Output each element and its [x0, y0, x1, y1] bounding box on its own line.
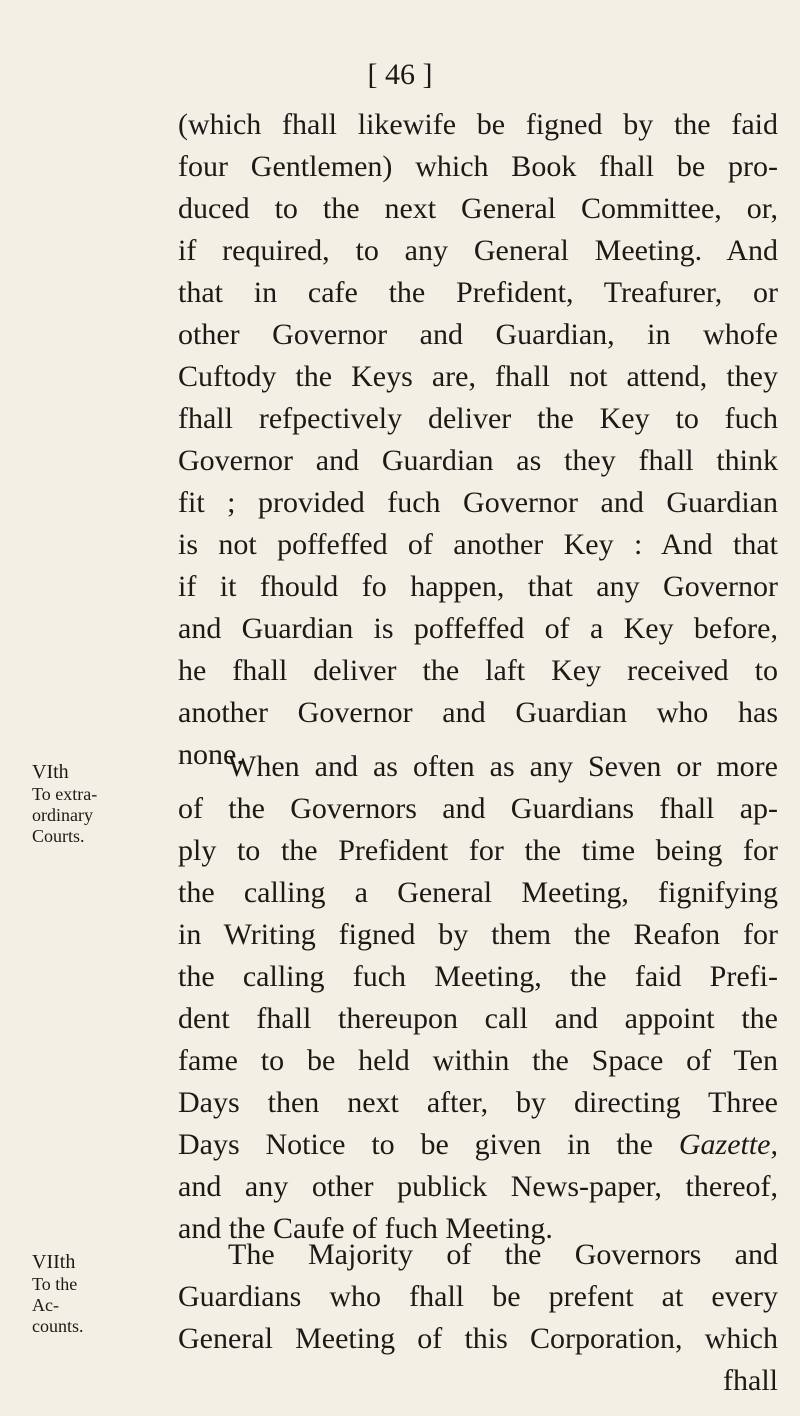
text-line	[178, 1124, 778, 1166]
text-line: (which fhall likewife be figned by the faid	[178, 108, 778, 141]
text-line: other Governor and Guardian, in whofe	[178, 318, 778, 351]
paragraph-continuation	[178, 104, 778, 776]
text-segment: Days Notice to be given in the	[178, 1128, 679, 1161]
text-line: Days then next after, by directing Three	[178, 1086, 778, 1119]
text-line: if required, to any General Meeting. And	[178, 234, 778, 267]
text-line: duced to the next General Committee, or,	[178, 192, 778, 225]
text-line: and the Caufe of fuch Meeting.	[178, 1212, 553, 1245]
paragraph-extraordinary-courts	[178, 746, 778, 1250]
text-line: the calling a General Meeting, fignifying	[178, 876, 778, 909]
margin-note-vith	[32, 760, 142, 847]
text-line: dent fhall thereupon call and appoint the	[178, 1002, 778, 1035]
text-line: another Governor and Guardian who has	[178, 696, 778, 729]
margin-note-line: counts.	[32, 1316, 84, 1336]
margin-note-line: Courts.	[32, 826, 85, 846]
margin-numeral: VIth	[32, 761, 69, 783]
text-line: he fhall deliver the laft Key received to	[178, 654, 778, 687]
paragraph-accounts	[178, 1234, 778, 1402]
text-line: fhall refpectively deliver the Key to fuch	[178, 402, 778, 435]
text-line: that in cafe the Prefident, Treafurer, or	[178, 276, 778, 309]
text-line: fame to be held within the Space of Ten	[178, 1044, 778, 1077]
page-number: [ 46 ]	[367, 58, 433, 91]
text-line: fit ; provided fuch Governor and Guardian	[178, 486, 778, 519]
text-line: When and as often as any Seven or more	[228, 750, 778, 783]
text-line: none.	[178, 738, 244, 771]
text-line: and Guardian is poffeffed of a Key before,	[178, 612, 778, 645]
catchword: fhall	[723, 1364, 778, 1397]
text-line: four Gentlemen) which Book fhall be pro-	[178, 150, 778, 183]
text-line: in Writing figned by them the Reafon for	[178, 918, 778, 951]
text-line: the calling fuch Meeting, the faid Prefi-	[178, 960, 778, 993]
text-line: ply to the Prefident for the time being for	[178, 834, 778, 867]
text-line: if it fhould fo happen, that any Governor	[178, 570, 778, 603]
margin-note-line: To the	[32, 1274, 78, 1294]
text-line: of the Governors and Guardians fhall ap-	[178, 792, 778, 825]
text-line: General Meeting of this Corporation, which	[178, 1322, 778, 1355]
margin-note-line: Ac-	[32, 1295, 59, 1315]
text-line: and any other publick News-paper, thereof,	[178, 1170, 778, 1203]
text-line: is not poffeffed of another Key : And that	[178, 528, 778, 561]
margin-numeral: VIIth	[32, 1251, 76, 1273]
margin-note-viith	[32, 1250, 142, 1337]
margin-note-line: To extra-	[32, 784, 98, 804]
italic-word-gazette: Gazette,	[678, 1128, 778, 1161]
margin-note-line: ordinary	[32, 805, 93, 825]
text-line: Guardians who fhall be prefent at every	[178, 1280, 778, 1313]
text-line: Cuftody the Keys are, fhall not attend, they	[178, 360, 778, 393]
text-line: Governor and Guardian as they fhall think	[178, 444, 778, 477]
text-line: The Majority of the Governors and	[228, 1238, 778, 1271]
